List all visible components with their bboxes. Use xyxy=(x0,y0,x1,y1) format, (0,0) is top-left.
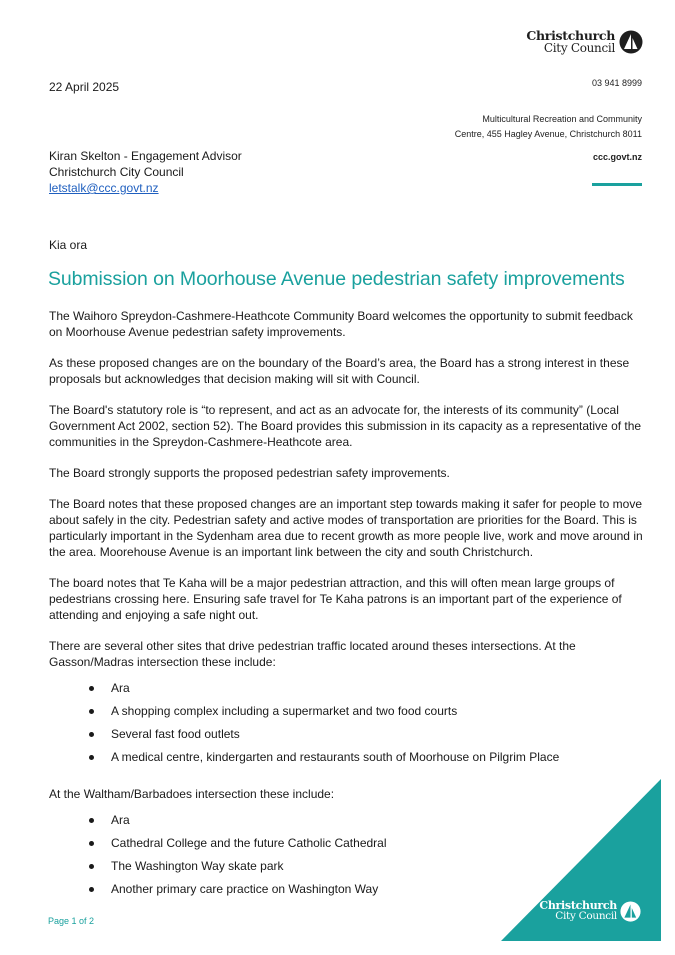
logo-emblem-icon xyxy=(619,30,643,54)
list-item: A medical centre, kindergarten and restaurants south of Moorhouse on Pilgrim Place xyxy=(111,749,649,765)
contact-address-line1: Multicultural Recreation and Community xyxy=(482,114,642,124)
contact-website[interactable]: ccc.govt.nz xyxy=(592,152,642,162)
letter-date: 22 April 2025 xyxy=(49,80,120,94)
paragraph: At the Waltham/Barbadoes intersection these include: xyxy=(49,787,335,801)
contact-address-line2: Centre, 455 Hagley Avenue, Christchurch 8011 xyxy=(454,129,642,139)
list-item: Ara xyxy=(111,680,649,696)
list-item: The Washington Way skate park xyxy=(111,858,649,874)
paragraph: The Board's statutory role is “to represent, and act as an advocate for, the interests of its community” (Local Government Act 2002, section 52). The Board provides this submission in its capacity as a representative of the communities in the Spreydon-Cashmere-Heathcote area. xyxy=(49,403,642,449)
paragraph: As these proposed changes are on the boundary of the Board’s area, the Board has a strong interest in these proposals but acknowledges that decision making will sit with Council. xyxy=(49,356,630,386)
list-item: Another primary care practice on Washington Way xyxy=(111,881,649,897)
list-item: Several fast food outlets xyxy=(111,726,649,742)
logo-line2: City Council xyxy=(543,41,615,55)
recipient-org: Christchurch City Council xyxy=(49,165,184,179)
recipient-email-link[interactable]: letstalk@ccc.govt.nz xyxy=(49,181,159,195)
list-item: A shopping complex including a supermarket and two food courts xyxy=(111,703,649,719)
list-item: Ara xyxy=(111,812,649,828)
footer-logo-emblem-icon xyxy=(620,901,641,922)
contact-phone: 03 941 8999 xyxy=(591,78,642,88)
paragraph: The Waihoro Spreydon-Cashmere-Heathcote Community Board welcomes the opportunity to submit feedback on Moorhouse Avenue pedestrian safety improvements. xyxy=(49,309,633,339)
footer-logo xyxy=(539,900,641,922)
gasson-madras-list xyxy=(49,680,649,765)
list-item: Cathedral College and the future Catholic Cathedral xyxy=(111,835,649,851)
paragraph: The Board notes that these proposed changes are an important step towards making it safer for people to move about safely in the city. Pedestrian safety and active modes of transportation are priorities for the Board. This is particularly important in the Sydenham area due to recent growth as more people live, work and move around in the area. Moorehouse Avenue is an important link between the city and south Christchurch. xyxy=(49,497,643,559)
greeting: Kia ora xyxy=(49,238,88,252)
paragraph: The Board strongly supports the proposed pedestrian safety improvements. xyxy=(49,466,450,480)
paragraph: There are several other sites that drive pedestrian traffic located around theses intersections. At the Gasson/Madras intersection these include: xyxy=(49,639,576,669)
page-number: Page 1 of 2 xyxy=(48,916,95,926)
footer-logo-line2: City Council xyxy=(555,910,617,922)
logo-line1: Christchurch xyxy=(526,28,615,43)
council-logo xyxy=(526,30,643,54)
recipient-name: Kiran Skelton - Engagement Advisor xyxy=(49,149,242,163)
accent-rule xyxy=(592,183,642,186)
page-title: Submission on Moorhouse Avenue pedestrian safety improvements xyxy=(48,268,625,290)
footer-logo-line1: Christchurch xyxy=(539,899,617,912)
paragraph: The board notes that Te Kaha will be a major pedestrian attraction, and this will often mean large groups of pedestrians crossing here. Ensuring safe travel for Te Kaha patrons is an important part of the experience of attending and enjoying a safe night out. xyxy=(49,576,622,622)
recipient-block xyxy=(49,148,242,196)
